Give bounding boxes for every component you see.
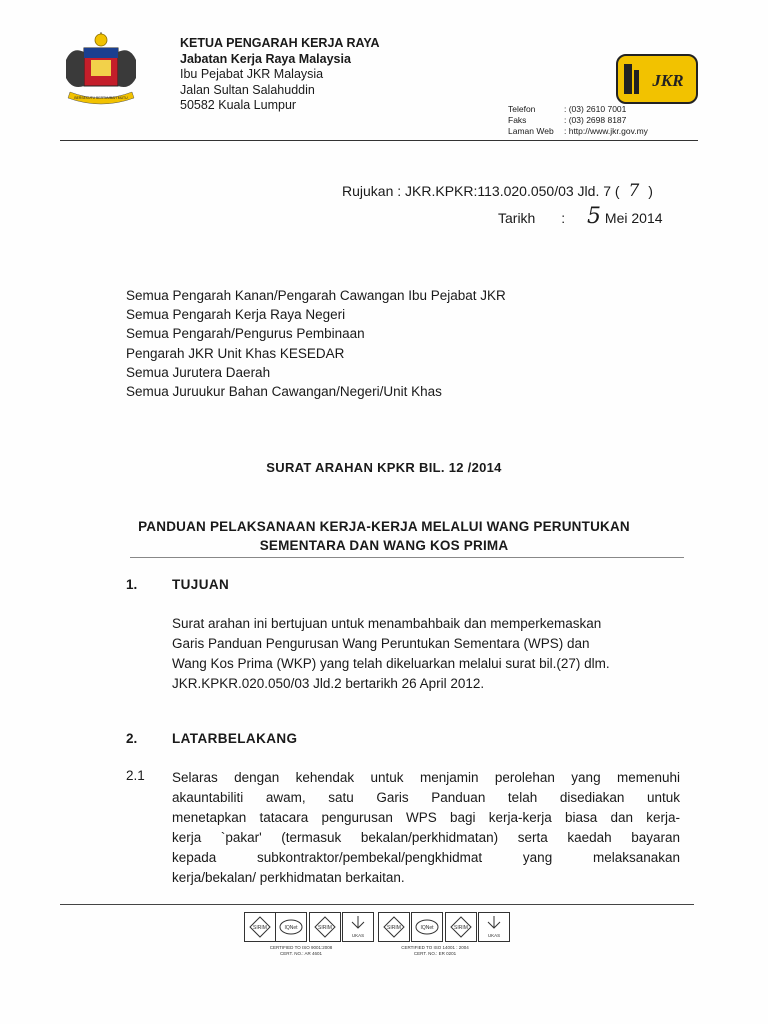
section-paragraph	[172, 614, 680, 694]
date-label: Tarikh	[498, 210, 536, 226]
contact-label: Faks	[508, 115, 527, 125]
reference-text: Rujukan : JKR.KPKR:113.020.050/03 Jld. 7 (	[342, 183, 620, 199]
section-paragraph	[172, 768, 680, 888]
subject-heading	[90, 517, 678, 555]
jkr-logo	[616, 54, 698, 104]
subject-line: PANDUAN PELAKSANAAN KERJA-KERJA MELALUI WANG PERUNTUKAN	[138, 519, 630, 534]
recipient-item: Semua Pengarah Kanan/Pengarah Cawangan Ibu Pejabat JKR	[126, 288, 506, 303]
org-line: Jabatan Kerja Raya Malaysia	[180, 51, 351, 66]
date-separator: :	[561, 210, 566, 226]
date-month-year: Mei 2014	[604, 210, 663, 226]
certification-caption-left	[256, 945, 346, 957]
certification-badge-icon	[275, 912, 307, 942]
paragraph-line: menetapkan tatacara pengurusan WPS bagi kerja-kerja biasa dan kerja-	[172, 810, 680, 825]
svg-text:JKR: JKR	[652, 71, 684, 90]
contact-label: Telefon	[508, 104, 536, 114]
header-divider	[60, 140, 698, 141]
section-number: 1.	[126, 577, 138, 592]
svg-text:SIRIM: SIRIM	[253, 925, 267, 931]
paragraph-line: Garis Panduan Pengurusan Wang Peruntukan Sementara (WPS) dan	[172, 636, 590, 651]
svg-text:SIRIM: SIRIM	[454, 925, 468, 931]
org-line: Jalan Sultan Salahuddin	[180, 82, 315, 97]
paragraph-line: kerja `pakar' (termasuk bekalan/perkhidmatan) serta kaedah bayaran	[172, 830, 680, 845]
section-number: 2.	[126, 731, 138, 746]
recipient-item: Semua Juruukur Bahan Cawangan/Negeri/Unit Khas	[126, 384, 442, 400]
certification-badge-icon	[378, 912, 410, 942]
paragraph-line: Wang Kos Prima (WKP) yang telah dikeluarkan melalui surat bil.(27) dlm.	[172, 656, 610, 671]
recipient-item: Semua Pengarah/Pengurus Pembinaan	[126, 326, 365, 342]
contact-info	[508, 104, 648, 137]
contact-row	[508, 104, 648, 115]
svg-text:IQNet: IQNet	[420, 925, 434, 931]
certification-badge-icon	[244, 912, 276, 942]
paragraph-line: Surat arahan ini bertujuan untuk menambahbaik dan memperkemaskan	[172, 616, 602, 631]
date-line	[498, 204, 663, 229]
org-line: 50582 Kuala Lumpur	[180, 98, 297, 112]
subject-underline	[130, 557, 684, 558]
paragraph-line: JKR.KPKR.020.050/03 Jld.2 bertarikh 26 April 2012.	[172, 676, 485, 691]
handwritten-day: 5	[587, 204, 602, 229]
cert-line: CERT. NO.: AR 4601	[280, 951, 322, 956]
certification-caption-right	[390, 945, 480, 957]
paragraph-line: kepada subkontraktor/pembekal/pengkhidmat yang melaksanakan	[172, 850, 680, 865]
cert-line: CERTIFIED TO ISO 14001 : 2004	[401, 945, 469, 950]
certification-badge-icon	[411, 912, 443, 942]
coat-of-arms-logo	[58, 30, 144, 110]
certification-badge-icon	[445, 912, 477, 942]
recipient-item: Pengarah JKR Unit Khas KESEDAR	[126, 345, 345, 361]
letter-title: SURAT ARAHAN KPKR BIL. 12 /2014	[266, 460, 502, 475]
paragraph-line: Selaras dengan kehendak untuk menjamin perolehan yang memenuhi	[172, 770, 680, 785]
cert-line: CERTIFIED TO ISO 9001:2008	[269, 945, 333, 950]
svg-text:SIRIM: SIRIM	[387, 925, 401, 931]
svg-text:IQNet: IQNet	[284, 925, 298, 931]
certification-badge-icon	[309, 912, 341, 942]
recipient-item: Semua Jurutera Daerah	[126, 364, 271, 380]
section-title: LATARBELAKANG	[172, 731, 298, 746]
footer-divider	[60, 904, 694, 905]
certification-badge-icon	[342, 912, 374, 942]
reference-close: )	[648, 183, 653, 199]
contact-row	[508, 115, 648, 126]
handwritten-number: 7	[628, 181, 640, 201]
paragraph-line: kerja/bekalan/ perkhidmatan berkaitan.	[172, 870, 405, 885]
certification-badge-icon	[478, 912, 510, 942]
contact-value: : (03) 2698 8187	[564, 115, 627, 125]
svg-text:BERSEKUTU BERTAMBAH MUTU: BERSEKUTU BERTAMBAH MUTU	[74, 96, 128, 100]
org-line: KETUA PENGARAH KERJA RAYA	[180, 36, 380, 50]
contact-value[interactable]: : http://www.jkr.gov.my	[564, 126, 648, 136]
subject-line: SEMENTARA DAN WANG KOS PRIMA	[259, 538, 509, 553]
recipient-item: Semua Pengarah Kerja Raya Negeri	[126, 307, 346, 323]
contact-value: : (03) 2610 7001	[564, 104, 627, 114]
reference-line	[342, 181, 653, 201]
svg-text:UKAS: UKAS	[351, 933, 365, 938]
cert-line: CERT. NO.: ER 0201	[413, 951, 457, 956]
contact-row	[508, 126, 648, 137]
organization-address	[180, 36, 380, 114]
subsection-number: 2.1	[126, 768, 145, 783]
section-title: TUJUAN	[172, 577, 230, 592]
contact-label: Laman Web	[508, 126, 554, 136]
paragraph-line: akauntabiliti awam, satu Garis Panduan telah disediakan untuk	[172, 790, 680, 805]
svg-text:UKAS: UKAS	[487, 933, 501, 938]
org-line: Ibu Pejabat JKR Malaysia	[180, 67, 324, 81]
recipient-list	[126, 286, 506, 401]
svg-text:SIRIM: SIRIM	[318, 925, 332, 931]
